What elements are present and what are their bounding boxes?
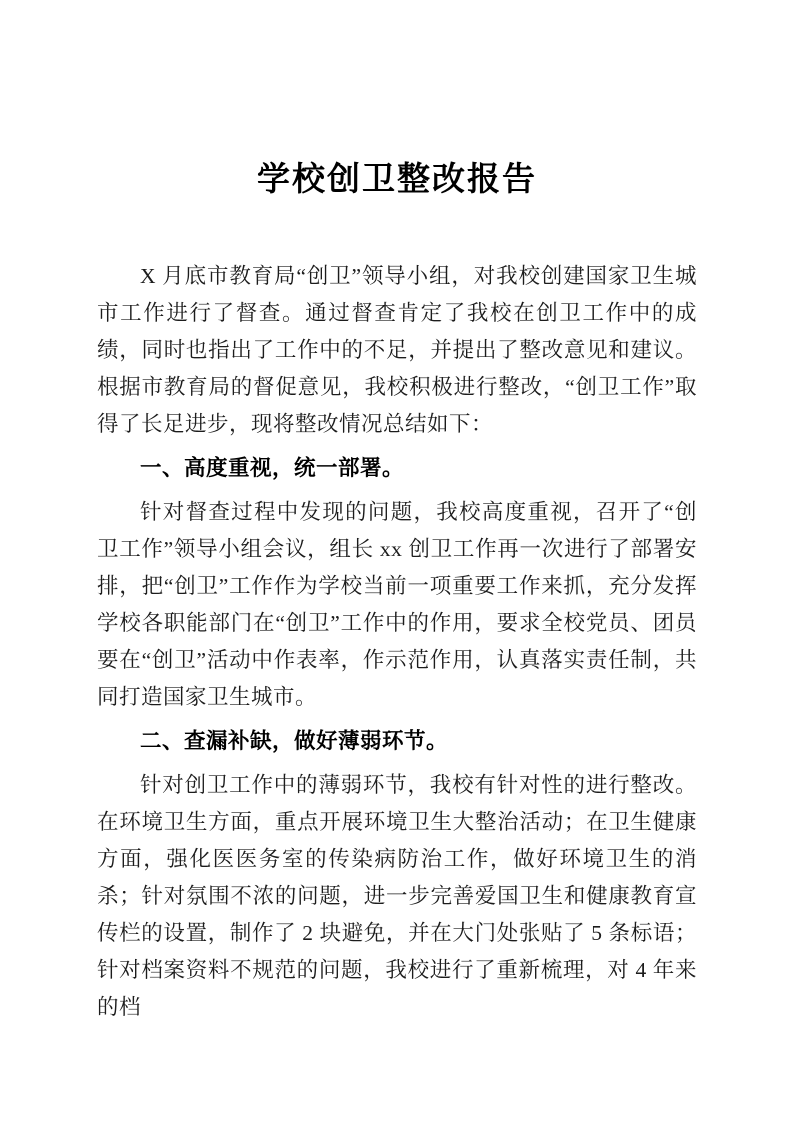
section-heading-1: 一、高度重视，统一部署。 (140, 456, 405, 480)
section-1-paragraph: 针对督查过程中发现的问题，我校高度重视，召开了“创卫工作”领导小组会议，组长 xx 创卫工作再一次进行了部署安排，把“创卫”工作作为学校当前一项重要工作来抓，充分发挥学校各职能部门在“创卫”工作中的作用，要求全校党员、团员要在“创卫”活动中作表率，作示范作用，认真落实责任制，共同打造国家卫生城市。 (97, 500, 697, 709)
section-heading-2: 二、查漏补缺，做好薄弱环节。 (140, 729, 449, 753)
document-title: 学校创卫整改报告 (257, 160, 537, 197)
intro-paragraph: X 月底市教育局“创卫”领导小组，对我校创建国家卫生城市工作进行了督查。通过督查肯定了我校在创卫工作中的成绩，同时也指出了工作中的不足，并提出了整改意见和建议。根据市教育局的督促意见，我校积极进行整改，“创卫工作”取得了长足进步，现将整改情况总结如下： (97, 264, 697, 436)
section-2-paragraph: 针对创卫工作中的薄弱环节，我校有针对性的进行整改。在环境卫生方面，重点开展环境卫生大整治活动；在卫生健康方面，强化医医务室的传染病防治工作，做好环境卫生的消杀；针对氛围不浓的问题，进一步完善爱国卫生和健康教育宣传栏的设置，制作了 2 块避免，并在大门处张贴了 5 条标语；针对档案资料不规范的问题，我校进行了重新梳理，对 4 年来的档 (97, 773, 697, 1019)
